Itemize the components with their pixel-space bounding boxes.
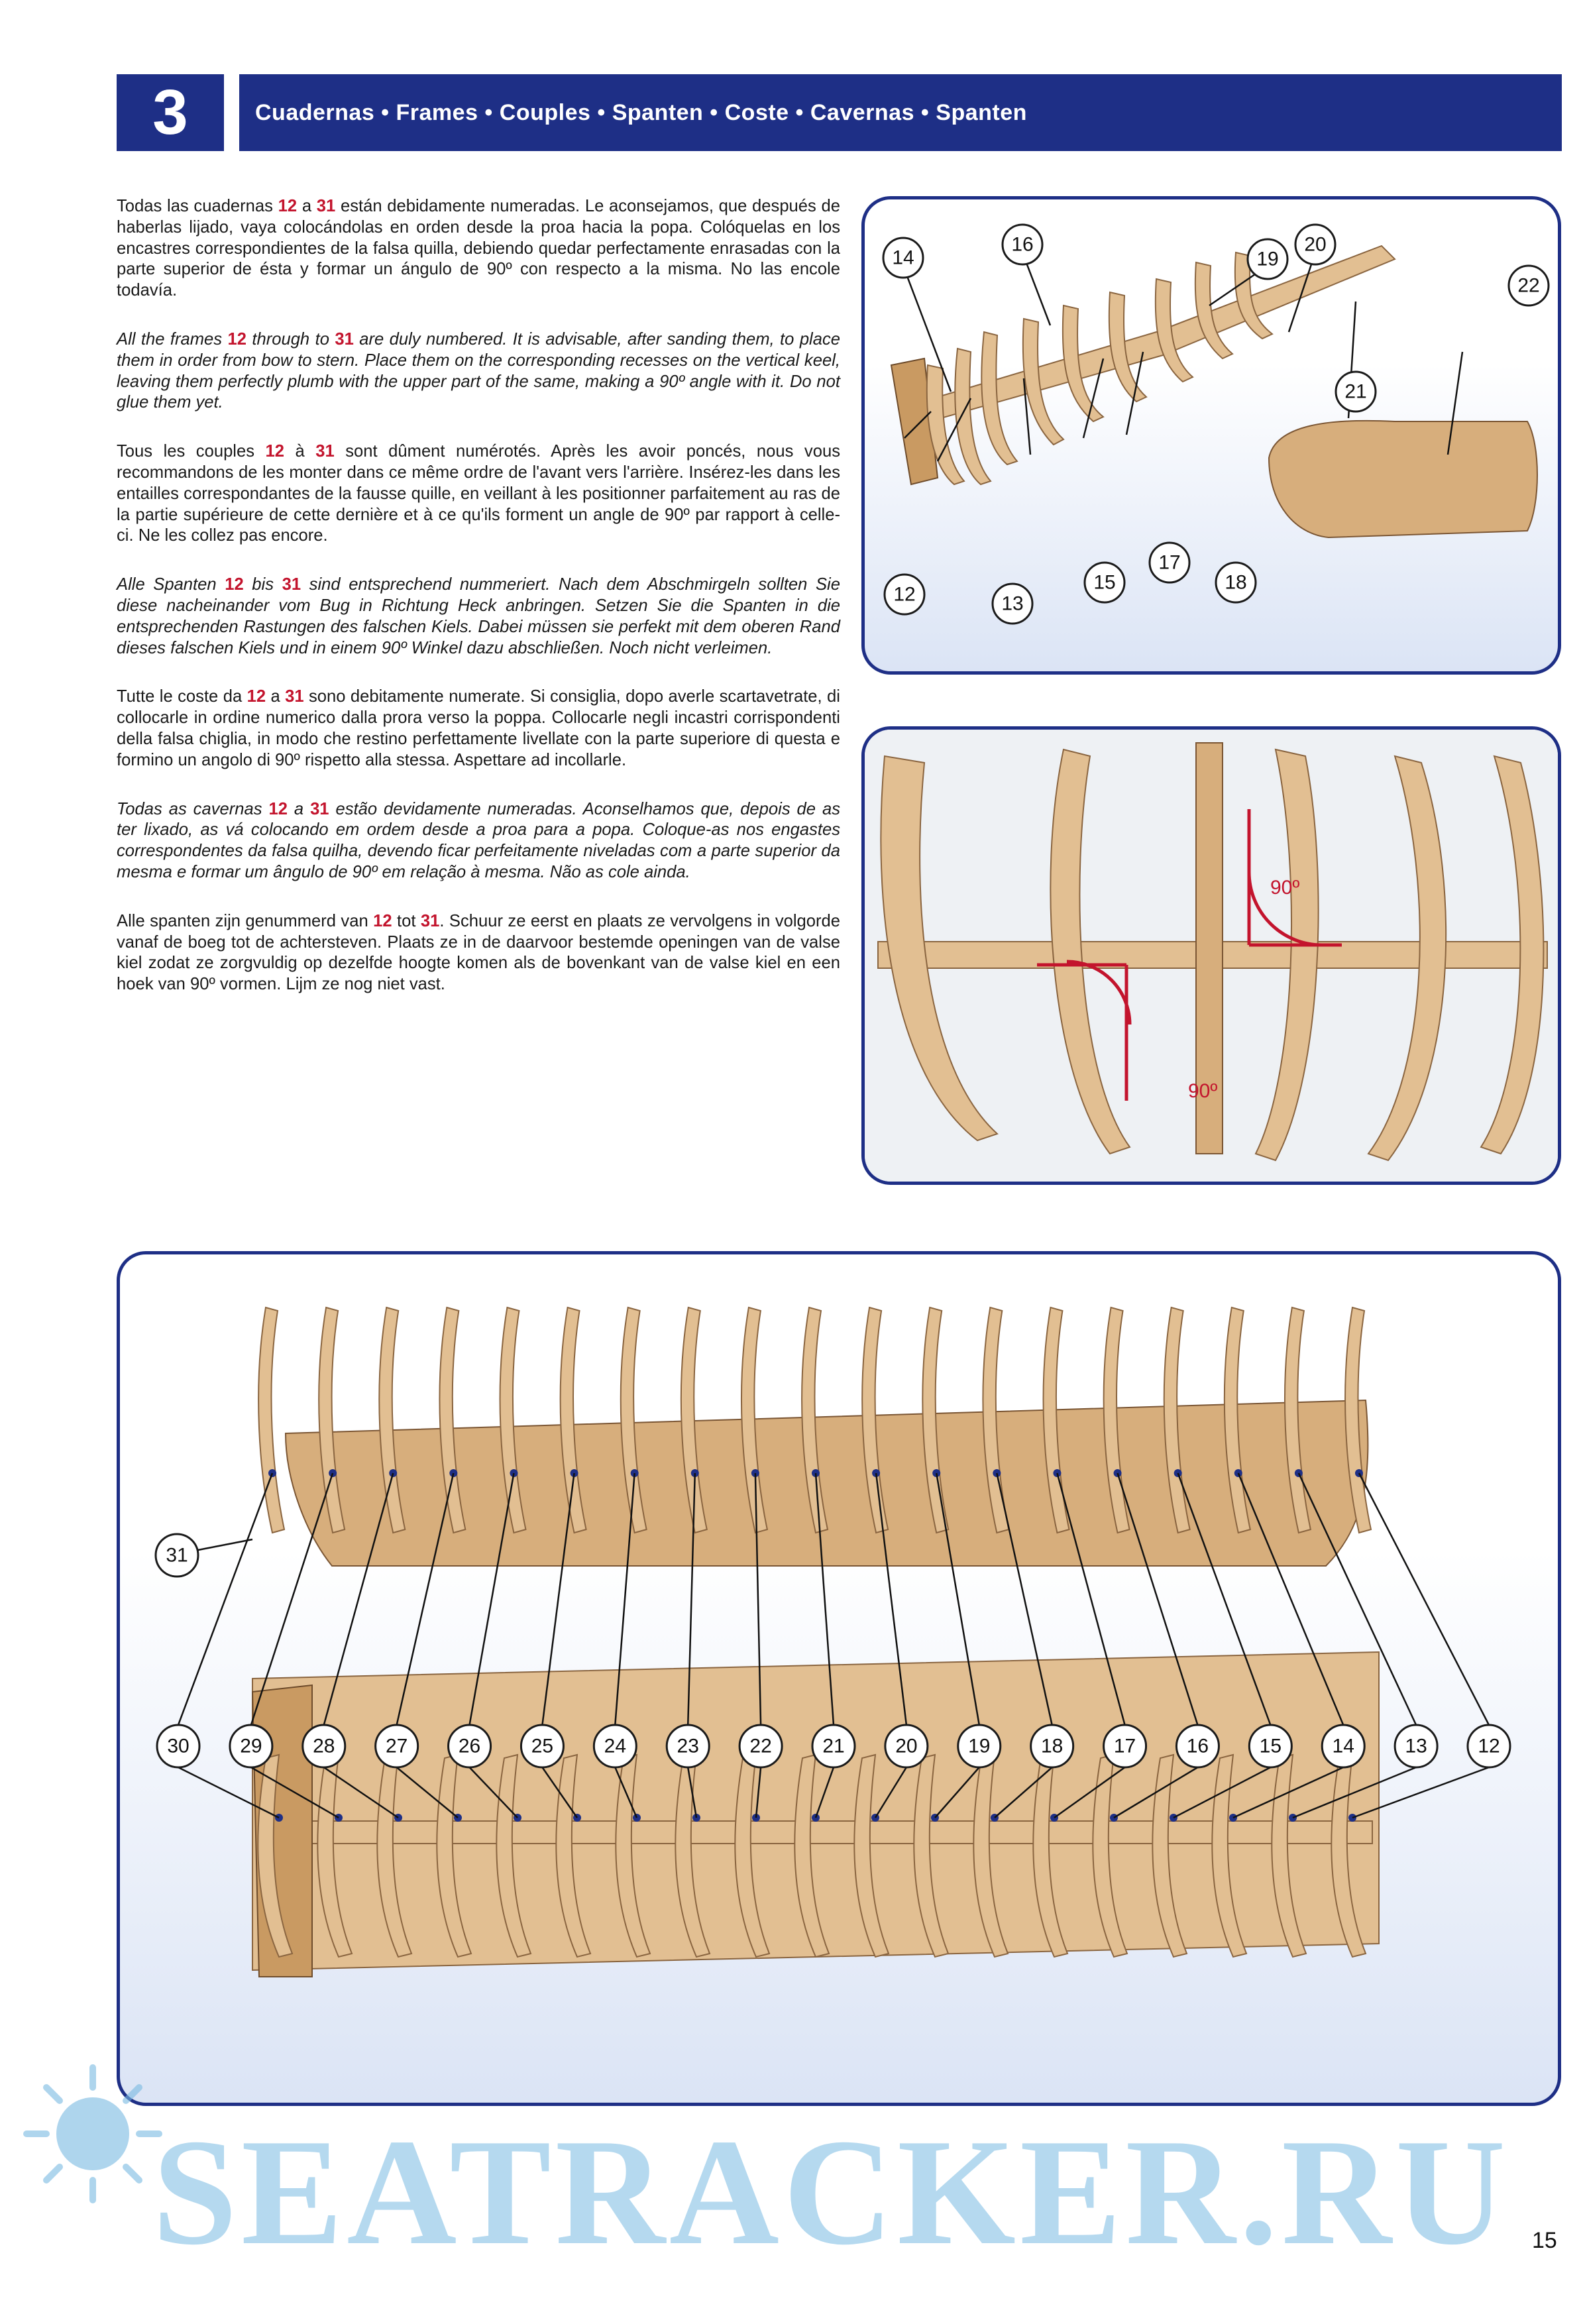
paragraph-it: Tutte le coste da 12 a 31 sono debitamente numerate. Si consiglia, dopo averle scartavetrate, di collocarle in ordine numerico dalla prora verso la poppa. Collocarle negli incastri corrispondenti della falsa chiglia, in modo che restino perfettamente livellate con la parte superiore di questa e formino un angolo di 90º rispetto alla stessa. Aspettare ad incollarle. <box>117 687 840 769</box>
callout-19 <box>958 1725 1001 1767</box>
svg-text:21: 21 <box>1344 380 1367 403</box>
right-angle-illustration <box>865 730 1558 1182</box>
paragraph-es: Todas las cuadernas 12 a 31 están debidamente numeradas. Le aconsejamos, que después de haberlas lijado, vaya colocándolas en orden desde la proa hacia la popa. Colóquelas en los encastres correspondientes de la falsa quilla, debiendo quedar perfectamente enrasadas con la parte superior de ésta y formar un ángulo de 90º con respecto a la misma. No las encole todavía. <box>117 197 840 300</box>
figure-full-assembly <box>117 1251 1561 2106</box>
callout-label-24: 24 <box>604 1735 627 1757</box>
callout-label-21: 21 <box>822 1735 845 1757</box>
callout-22 <box>1509 266 1549 305</box>
callout-label-28: 28 <box>313 1735 335 1757</box>
callout-label-16: 16 <box>1186 1735 1209 1757</box>
svg-text:18: 18 <box>1225 571 1247 594</box>
svg-text:19: 19 <box>1256 248 1279 270</box>
callout-label-14: 14 <box>1332 1735 1354 1757</box>
callout-20 <box>885 1725 928 1767</box>
svg-text:13: 13 <box>1001 592 1024 615</box>
svg-text:15: 15 <box>1093 571 1116 594</box>
instructions-text <box>117 196 840 1023</box>
stern-assembly <box>1269 421 1537 537</box>
callout-17 <box>1150 543 1189 582</box>
callout-label-19: 19 <box>968 1735 991 1757</box>
callout-16 <box>1003 225 1042 264</box>
callout-21 <box>1336 372 1376 412</box>
callout-label-23: 23 <box>677 1735 699 1757</box>
callout-12 <box>885 575 924 614</box>
step-number: 3 <box>152 77 188 148</box>
callout-26 <box>449 1725 491 1767</box>
callout-18 <box>1031 1725 1073 1767</box>
section-title: Cuadernas • Frames • Couples • Spanten • Coste • Cavernas • Spanten <box>255 99 1027 125</box>
paragraph-fr: Tous les couples 12 à 31 sont dûment numérotés. Après les avoir poncés, nous vous recommandons de les monter dans ce même ordre de l'avant vers l'arrière. Insérez-les dans les entailles correspondantes de la fausse quille, en veillant à les positionner parfaitement au ras de la partie supérieure de cette dernière et à ce qu'ils forment un angle de 90º par rapport à celle-ci. Ne les collez pas encore. <box>117 442 840 545</box>
callout-label-30: 30 <box>167 1735 190 1757</box>
section-title-bar <box>239 74 1562 151</box>
watermark-text: SEATRACKER.RU <box>152 2107 1510 2276</box>
svg-text:31: 31 <box>166 1544 188 1567</box>
callout-15 <box>1249 1725 1291 1767</box>
callout-18 <box>1216 563 1256 602</box>
svg-text:20: 20 <box>1304 233 1327 256</box>
callout-label-15: 15 <box>1259 1735 1282 1757</box>
callout-14 <box>883 238 923 278</box>
callout-label-26: 26 <box>458 1735 481 1757</box>
full-assembly-illustration <box>120 1254 1558 2103</box>
callout-label-18: 18 <box>1040 1735 1064 1757</box>
callout-label-25: 25 <box>531 1735 554 1757</box>
paragraph-en: All the frames 12 through to 31 are duly numbered. It is advisable, after sanding them, to place them in order from bow to stern. Place them on the corresponding recesses on the vertical keel, leaving them perfectly plumb with the upper part of the same, making a 90º angle with it. Do not glue them yet. <box>117 329 841 412</box>
page-number: 15 <box>1532 2228 1557 2253</box>
callout-13 <box>1395 1725 1437 1767</box>
paragraph-de: Alle Spanten 12 bis 31 sind entsprechend nummeriert. Nach dem Abschmirgeln sollten Sie diese nacheinander vom Bug in Richtung Heck anbringen. Setzen Sie die Spanten in die entsprechenden Rastungen des falschen Kiels. Dabei müssen sie perfekt mit dem oberen Rand dieses falschen Kiels und in einem 90º Winkel dazu abschließen. Noch nicht verleimen. <box>117 575 840 657</box>
callout-label-12: 12 <box>1478 1735 1500 1757</box>
callout-21 <box>812 1725 855 1767</box>
step-number-badge <box>117 74 224 151</box>
callout-27 <box>376 1725 418 1767</box>
svg-text:14: 14 <box>892 247 914 269</box>
callout-23 <box>667 1725 709 1767</box>
callout-22 <box>739 1725 782 1767</box>
paragraph-nl: Alle spanten zijn genummerd van 12 tot 31. Schuur ze eerst en plaats ze vervolgens in volgorde vanaf de boeg tot de achtersteven. Plaats ze in de daarvoor bestemde openingen van de valse kiel zodat ze zorgvuldig op dezelfde hoogte komen als de bovenkant van de valse kiel en een hoek van 90º vormen. Lijm ze nog niet vast. <box>117 911 840 994</box>
callout-12 <box>1468 1725 1510 1767</box>
callout-20 <box>1295 225 1335 264</box>
callout-16 <box>1176 1725 1219 1767</box>
callout-label-17: 17 <box>1113 1735 1136 1757</box>
callout-label-27: 27 <box>385 1735 408 1757</box>
callout-17 <box>1104 1725 1146 1767</box>
paragraph-pt: Todas as cavernas 12 a 31 estão devidamente numeradas. Aconselhamos que, depois de as ter lixado, as vá colocando em ordem desde a proa para a popa. Coloque-as nos engastes correspondentes da falsa quilha, devendo ficar perfeitamente niveladas com a parte superior da mesma e formar um ângulo de 90º em relação à mesma. Não as cole ainda. <box>117 799 840 881</box>
figure-frames-callouts <box>861 196 1561 675</box>
callout-31 <box>156 1534 198 1577</box>
svg-text:17: 17 <box>1158 551 1181 574</box>
callout-label-22: 22 <box>749 1735 772 1757</box>
callout-29 <box>230 1725 272 1767</box>
angle-label-lower: 90º <box>1188 1080 1218 1102</box>
svg-text:12: 12 <box>893 583 916 606</box>
callout-label-20: 20 <box>895 1735 918 1757</box>
callout-label-29: 29 <box>240 1735 262 1757</box>
callout-30 <box>157 1725 199 1767</box>
callout-13 <box>993 584 1032 624</box>
frames-callouts-illustration <box>865 199 1558 671</box>
svg-text:16: 16 <box>1011 233 1034 256</box>
callout-25 <box>521 1725 563 1767</box>
angle-label-upper: 90º <box>1270 877 1300 899</box>
callout-14 <box>1322 1725 1364 1767</box>
callout-24 <box>594 1725 636 1767</box>
callout-19 <box>1248 239 1287 279</box>
callout-15 <box>1085 563 1124 602</box>
callout-label-13: 13 <box>1405 1735 1427 1757</box>
figure-right-angle-detail <box>861 726 1561 1185</box>
callout-28 <box>303 1725 345 1767</box>
sun-logo-icon <box>20 2061 166 2207</box>
svg-text:22: 22 <box>1517 274 1540 297</box>
